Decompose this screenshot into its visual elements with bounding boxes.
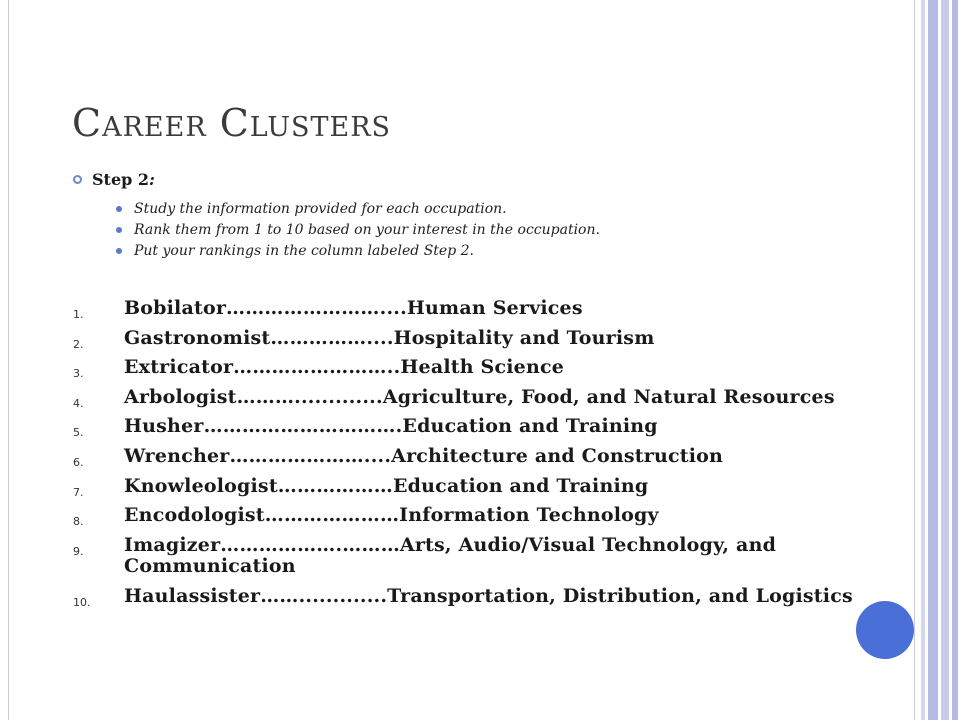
list-item: 8. Encodologist…………………Information Technology xyxy=(73,504,659,529)
list-item: 4. Arbologist……….............Agriculture, Food, and Natural Resources xyxy=(73,385,835,410)
stripe xyxy=(928,0,938,720)
step-bullet xyxy=(73,170,155,189)
slide-title: Career Clusters xyxy=(72,101,392,145)
stripe xyxy=(921,0,925,720)
list-item: 2. Gastronomist……………....Hospitality and Tourism xyxy=(73,326,655,351)
bullet-dot-icon xyxy=(116,206,122,212)
list-item: 10. Haulassister…….............Transportation, Distribution, and Logistics xyxy=(73,584,853,609)
step-instructions xyxy=(116,198,600,261)
occupation-list xyxy=(73,298,923,615)
list-item: 7. Knowleologist………………Education and Training xyxy=(73,474,649,499)
ring-bullet-icon xyxy=(73,175,82,184)
list-item: 5. Husher………………………….Education and Training xyxy=(73,415,658,440)
instruction-item: Study the information provided for each occupation. xyxy=(116,198,600,219)
bullet-dot-icon xyxy=(116,248,122,254)
instruction-item: Rank them from 1 to 10 based on your interest in the occupation. xyxy=(116,219,600,240)
stripe xyxy=(941,0,949,720)
decorative-stripes xyxy=(916,0,960,720)
stripe xyxy=(952,0,958,720)
bullet-dot-icon xyxy=(116,227,122,233)
list-item: 6. Wrencher…………………....Architecture and Construction xyxy=(73,444,724,469)
slide-frame xyxy=(8,0,915,720)
list-item: 3. Extricator……………………..Health Science xyxy=(73,356,565,381)
decorative-circle xyxy=(856,601,914,659)
instruction-item: Put your rankings in the column labeled Step 2. xyxy=(116,240,600,261)
list-item: 1. Bobilator……………………....Human Services xyxy=(73,297,583,321)
list-item: 9. Imagizer……………….………Arts, Audio/Visual Technology, and Communication xyxy=(73,533,777,577)
step-label: Step 2: xyxy=(92,170,155,189)
